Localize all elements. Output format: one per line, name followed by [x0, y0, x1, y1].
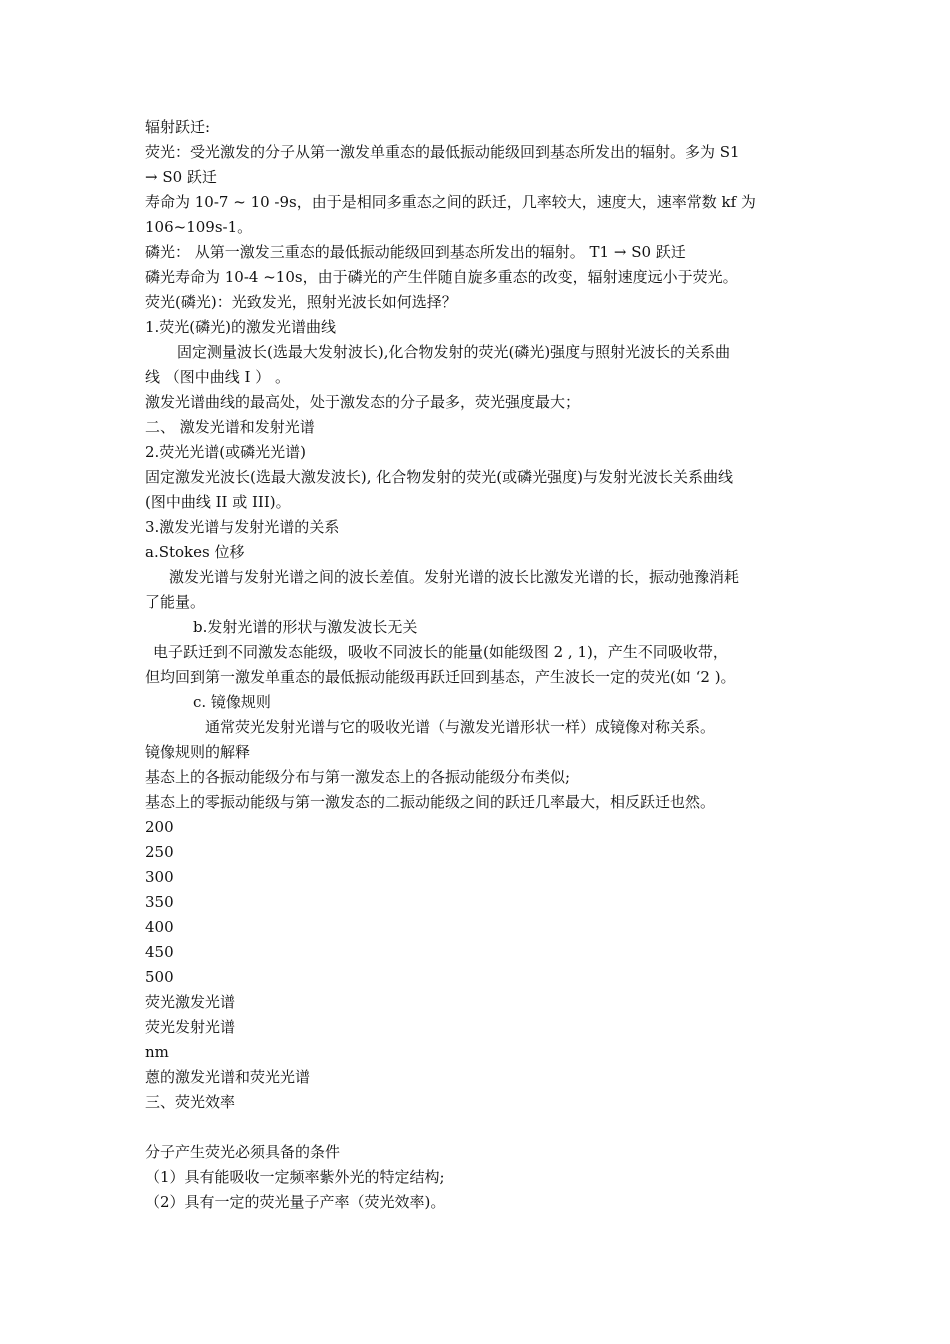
stokes-shift-desc-cont: 了能量。 — [145, 593, 206, 611]
section-heading-radiative-transition: 辐射跃迁: — [145, 118, 211, 136]
condition-2: （2）具有一定的荧光量子产率（荧光效率)。 — [145, 1193, 446, 1211]
axis-value-500: 500 — [145, 968, 174, 986]
fluorescence-spectrum-desc-cont: (图中曲线 II 或 III)。 — [145, 493, 291, 511]
stokes-shift-desc: 激发光谱与发射光谱之间的波长差值。发射光谱的波长比激发光谱的长，振动弛豫消耗 — [169, 568, 740, 586]
label-excitation-spectrum: 荧光激发光谱 — [145, 993, 236, 1011]
excitation-peak-note: 激发光谱曲线的最高处，处于激发态的分子最多，荧光强度最大； — [145, 393, 581, 411]
condition-1: （1）具有能吸收一定频率紫外光的特定结构; — [145, 1168, 445, 1186]
heading-mirror-explanation: 镜像规则的解释 — [145, 743, 251, 761]
heading-fluorescence-spectrum: 2.荧光光谱(或磷光光谱) — [145, 443, 307, 461]
fluorescence-rate-constant: 106~109s-1。 — [145, 218, 253, 236]
axis-value-400: 400 — [145, 918, 174, 936]
fluorescence-definition: 荧光：受光激发的分子从第一激发单重态的最低振动能级回到基态所发出的辐射。多为 S1 — [145, 143, 740, 161]
mirror-explanation-1: 基态上的各振动能级分布与第一激发态上的各振动能级分布类似; — [145, 768, 571, 786]
excitation-curve-desc-cont: 线 （图中曲线 I ） 。 — [145, 368, 290, 386]
phosphorescence-lifetime: 磷光寿命为 10-4 ~10s，由于磷光的产生伴随自旋多重态的改变，辐射速度远小于荧光。 — [145, 268, 738, 286]
axis-value-300: 300 — [145, 868, 174, 886]
shape-independence-desc-cont: 但均回到第一激发单重态的最低振动能级再跃迁回到基态，产生波长一定的荧光(如 ‘2 )。 — [145, 668, 736, 686]
axis-value-350: 350 — [145, 893, 174, 911]
mirror-explanation-2: 基态上的零振动能级与第一激发态的二振动能级之间的跃迁几率最大，相反跃迁也然。 — [145, 793, 716, 811]
blank-line — [145, 1115, 810, 1140]
phosphorescence-definition: 磷光： 从第一激发三重态的最低振动能级回到基态所发出的辐射。 T1 → S0 跃迁 — [145, 243, 686, 261]
shape-independence-desc: 电子跃迁到不同激发态能级，吸收不同波长的能量(如能级图 2 , 1)，产生不同吸收带， — [153, 643, 728, 661]
heading-conditions: 分子产生荧光必须具备的条件 — [145, 1143, 341, 1161]
document-body — [145, 115, 810, 1215]
heading-spectra: 二、 激发光谱和发射光谱 — [145, 418, 315, 436]
mirror-rule-desc: 通常荧光发射光谱与它的吸收光谱（与激发光谱形状一样）成镜像对称关系。 — [205, 718, 716, 736]
caption-anthracene-spectra: 蒽的激发光谱和荧光光谱 — [145, 1068, 311, 1086]
fluorescence-lifetime: 寿命为 10-7 ~ 10 -9s，由于是相同多重态之间的跃迁，几率较大，速度大，速率常数 kf 为 — [145, 193, 756, 211]
fluorescence-transition: → S0 跃迁 — [145, 168, 217, 186]
wavelength-question: 荧光(磷光)：光致发光，照射光波长如何选择？ — [145, 293, 457, 311]
heading-mirror-rule: c. 镜像规则 — [193, 693, 271, 711]
label-emission-spectrum: 荧光发射光谱 — [145, 1018, 236, 1036]
heading-spectra-relation: 3.激发光谱与发射光谱的关系 — [145, 518, 340, 536]
fluorescence-spectrum-desc: 固定激发光波长(选最大激发波长), 化合物发射的荧光(或磷光强度)与发射光波长关系曲线 — [145, 468, 733, 486]
axis-value-200: 200 — [145, 818, 174, 836]
label-unit-nm: nm — [145, 1043, 169, 1061]
heading-shape-independence: b.发射光谱的形状与激发波长无关 — [193, 618, 418, 636]
excitation-curve-desc: 固定测量波长(选最大发射波长),化合物发射的荧光(磷光)强度与照射光波长的关系曲 — [177, 343, 731, 361]
heading-stokes-shift: a.Stokes 位移 — [145, 543, 245, 561]
axis-value-250: 250 — [145, 843, 174, 861]
axis-value-450: 450 — [145, 943, 174, 961]
heading-fluorescence-efficiency: 三、荧光效率 — [145, 1093, 236, 1111]
heading-excitation-curve: 1.荧光(磷光)的激发光谱曲线 — [145, 318, 337, 336]
